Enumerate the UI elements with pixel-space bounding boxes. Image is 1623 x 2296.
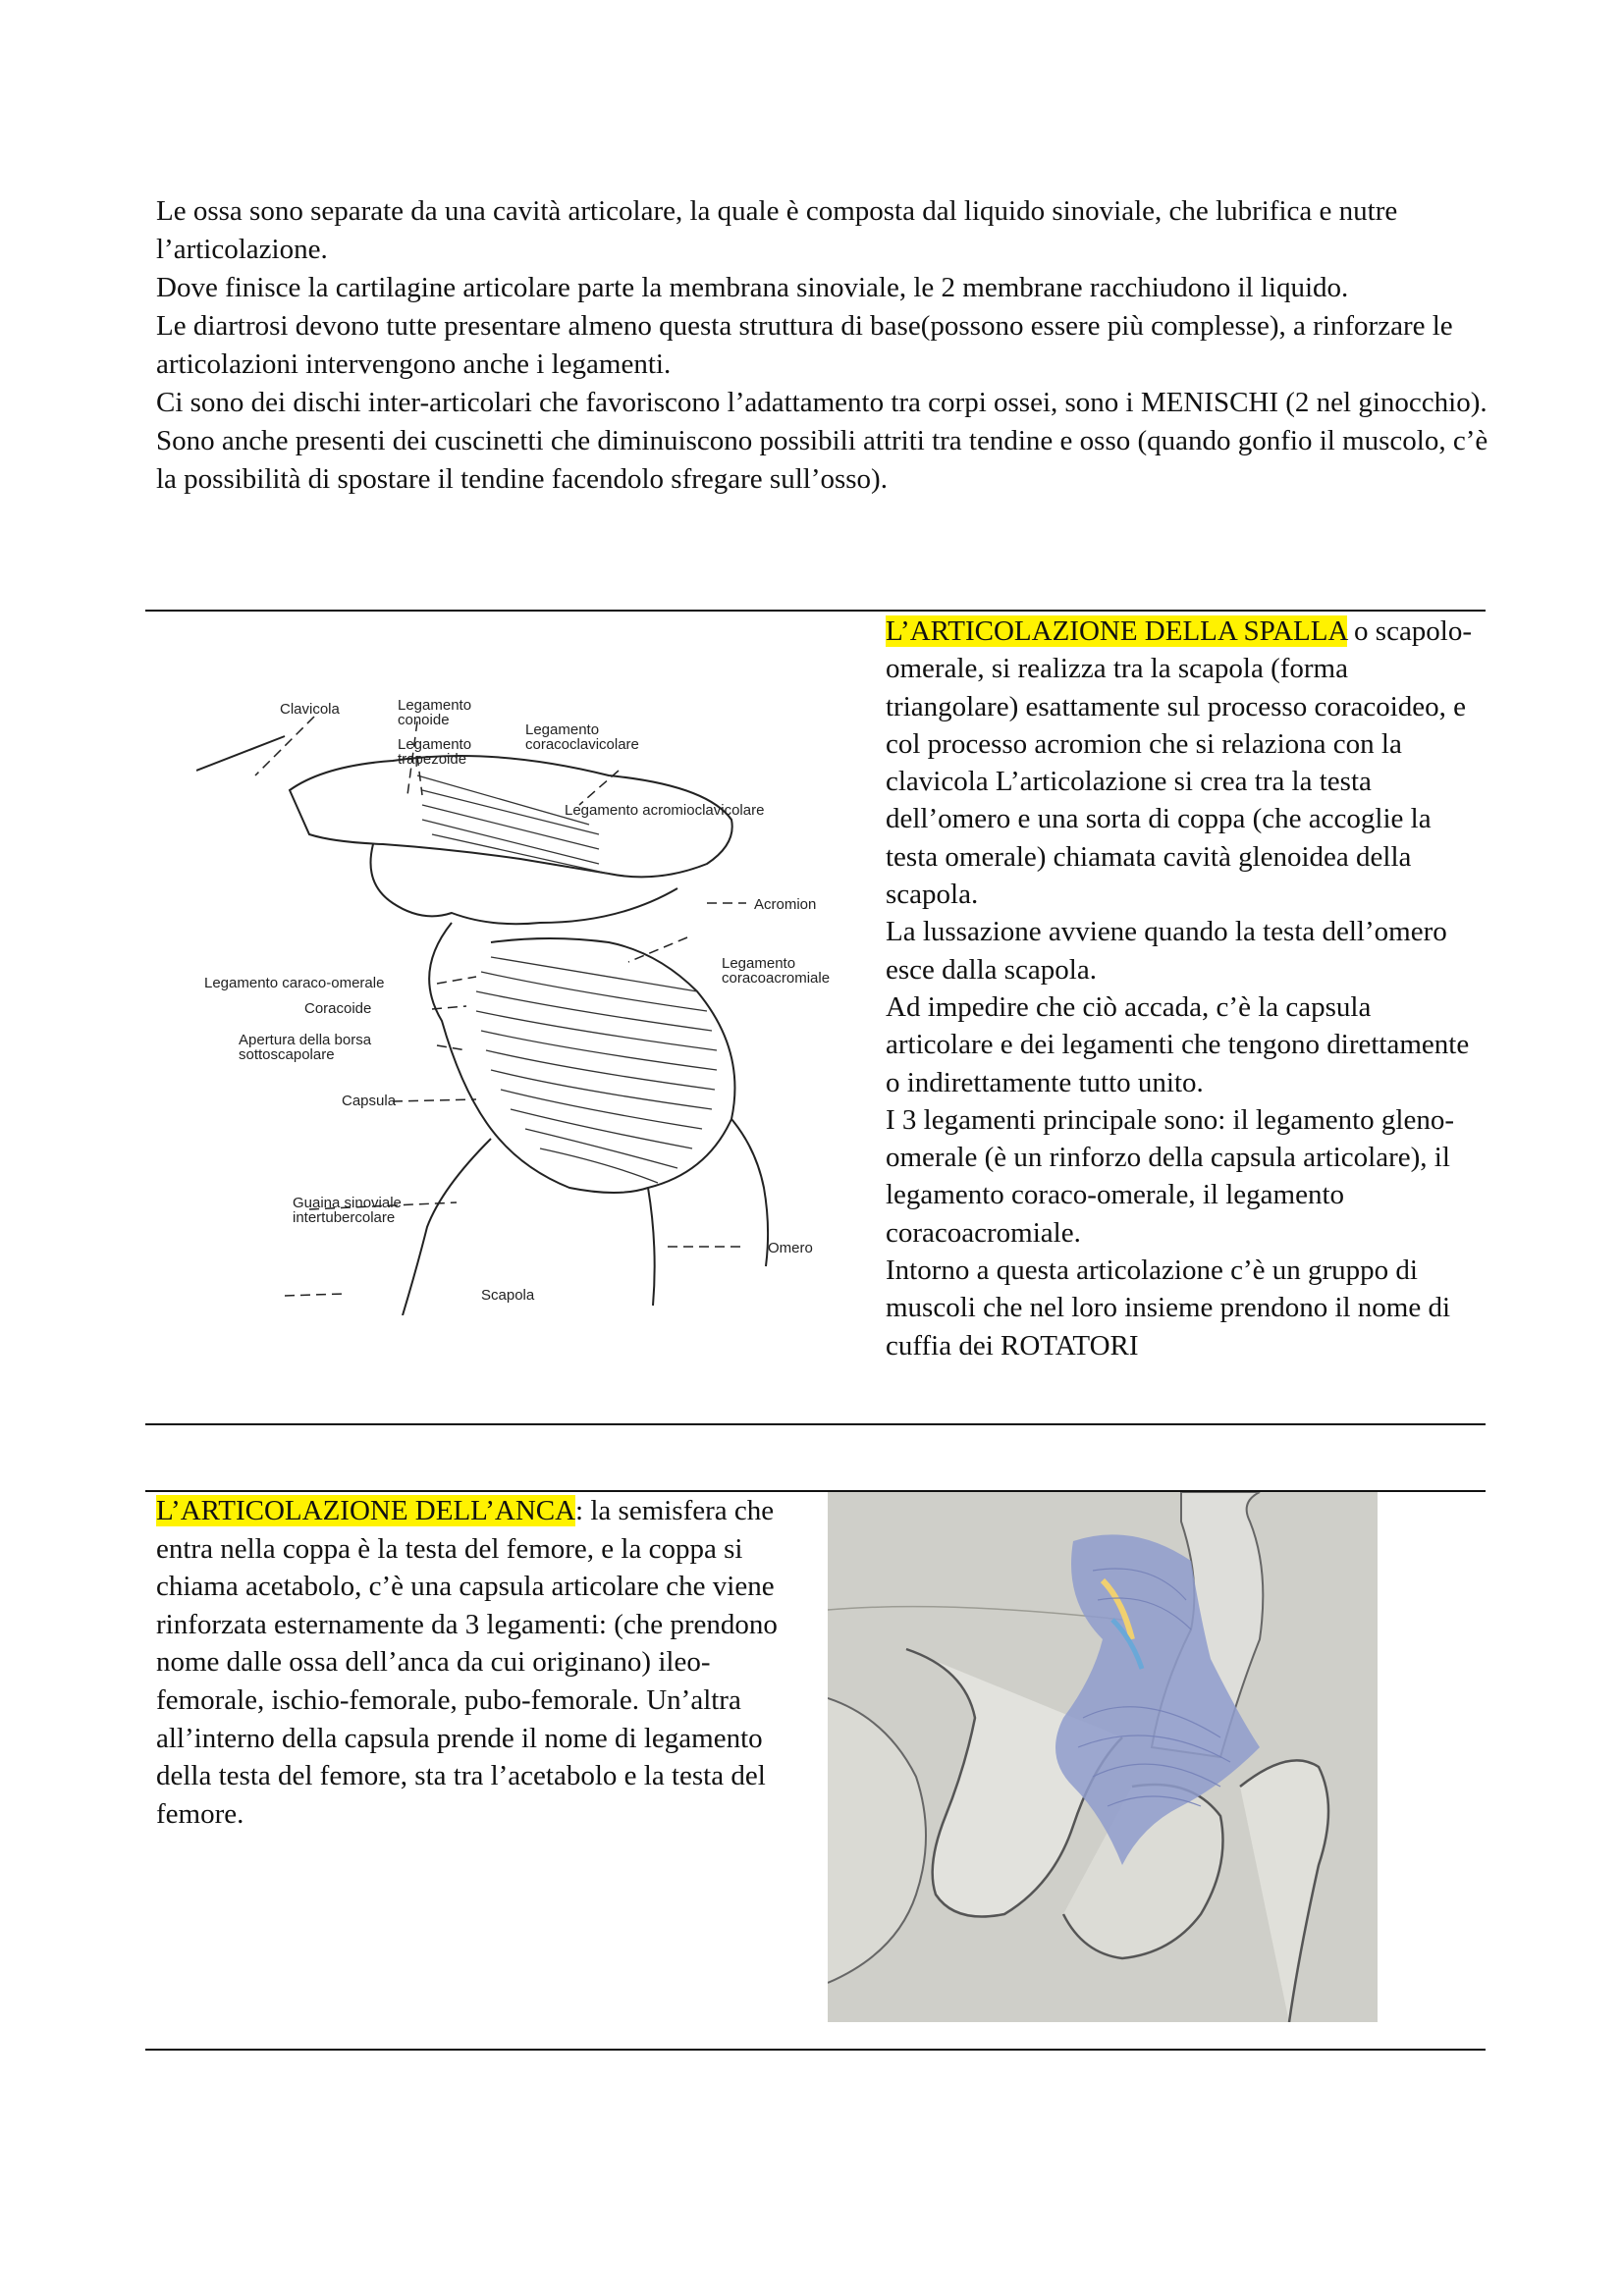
- hip-body: : la semisfera che entra nella coppa è la testa del femore, e la coppa si chiama acetabolo, c’è una capsula articolare che viene rinforzata esternamente da 3 legamenti: (che prendono nome dalle ossa dell’anca da cui originano) ileo-femorale, ischio-femorale, pubo-femorale. Un’altra all’interno della capsula prende il nome di legamento della testa del femore, sta tra l’acetabolo e la testa del femore.: [156, 1495, 778, 1830]
- label-acromion: Acromion: [754, 896, 817, 913]
- label-omero: Omero: [768, 1240, 813, 1256]
- label-lig-acromioclavicolare: Legamento acromioclavicolare: [565, 802, 765, 819]
- shoulder-heading: L’ARTICOLAZIONE DELLA SPALLA: [886, 615, 1347, 647]
- intro-paragraph: Le ossa sono separate da una cavità articolare, la quale è composta dal liquido sinoviale, che lubrifica e nutre l’articolazione.: [156, 195, 1398, 265]
- shoulder-figure: [196, 677, 874, 1315]
- section-divider: [145, 1423, 1486, 1425]
- intro-paragraph: Ci sono dei dischi inter-articolari che favoriscono l’adattamento tra corpi ossei, sono i MENISCHI (2 nel ginocchio).: [156, 387, 1488, 418]
- shoulder-paragraph: Ad impedire che ciò accada, c’è la capsula articolare e dei legamenti che tengono direttamente o indirettamente tutto unito.: [886, 990, 1470, 1098]
- shoulder-paragraph: La lussazione avviene quando la testa dell’omero esce dalla scapola.: [886, 916, 1447, 986]
- label-lig-trapezoide: Legamento: [398, 736, 472, 753]
- label-lig-coracoclavicolare: Legamento: [525, 721, 600, 738]
- label-guaina: intertubercolare: [293, 1209, 396, 1226]
- section-divider: [145, 2049, 1486, 2051]
- hip-text: [156, 1492, 804, 1833]
- label-capsula: Capsula: [342, 1093, 397, 1109]
- label-apertura: Apertura della borsa: [239, 1032, 372, 1048]
- label-clavicola: Clavicola: [280, 701, 340, 718]
- shoulder-paragraph: [886, 613, 1485, 913]
- label-lig-coracoacromiale: Legamento: [722, 955, 796, 972]
- shoulder-paragraph: I 3 legamenti principale sono: il legamento gleno-omerale (è un rinforzo della capsula articolare), il legamento coraco-omerale, il legamento coracoacromiale.: [886, 1103, 1455, 1249]
- shoulder-paragraph: Intorno a questa articolazione c’è un gruppo di muscoli che nel loro insieme prendono il nome di cuffia dei ROTATORI: [886, 1255, 1451, 1362]
- intro-paragraph: Dove finisce la cartilagine articolare parte la membrana sinoviale, le 2 membrane racchiudono il liquido.: [156, 272, 1349, 303]
- label-apertura: sottoscapolare: [239, 1046, 335, 1063]
- label-lig-conoide: conoide: [398, 712, 450, 728]
- label-lig-conoide: Legamento: [398, 697, 472, 714]
- label-scapola: Scapola: [481, 1287, 535, 1304]
- label-lig-trapezoide: trapezoide: [398, 751, 467, 768]
- intro-text: [156, 192, 1491, 499]
- label-guaina: Guaina sinoviale: [293, 1195, 402, 1211]
- label-lig-coracoacromiale: coracoacromiale: [722, 970, 831, 987]
- shoulder-text: [886, 613, 1485, 1364]
- intro-paragraph: Sono anche presenti dei cuscinetti che diminuiscono possibili attriti tra tendine e osso (quando gonfio il muscolo, c’è la possibilità di spostare il tendine facendolo sfregare sull’osso).: [156, 425, 1488, 495]
- shoulder-intro: o scapolo-omerale, si realizza tra la scapola (forma triangolare) esattamente sul processo coracoideo, e col processo acromion che si relaziona con la clavicola L’articolazione si crea tra la testa dell’omero e una sorta di coppa (che accoglie la testa omerale) chiamata cavità glenoidea della scapola.: [886, 615, 1473, 911]
- section-divider: [145, 610, 1486, 612]
- label-lig-coraco-omerale: Legamento caraco-omerale: [204, 975, 385, 991]
- label-lig-coracoclavicolare: coracoclavicolare: [525, 736, 639, 753]
- hip-figure: [828, 1492, 1378, 2022]
- label-coracoide: Coracoide: [304, 1000, 372, 1017]
- hip-heading: L’ARTICOLAZIONE DELL’ANCA: [156, 1495, 576, 1526]
- shoulder-drawing: [196, 677, 874, 1315]
- hip-photo: [828, 1492, 1378, 2022]
- intro-paragraph: Le diartrosi devono tutte presentare almeno questa struttura di base(possono essere più complesse), a rinforzare le articolazioni intervengono anche i legamenti.: [156, 310, 1453, 380]
